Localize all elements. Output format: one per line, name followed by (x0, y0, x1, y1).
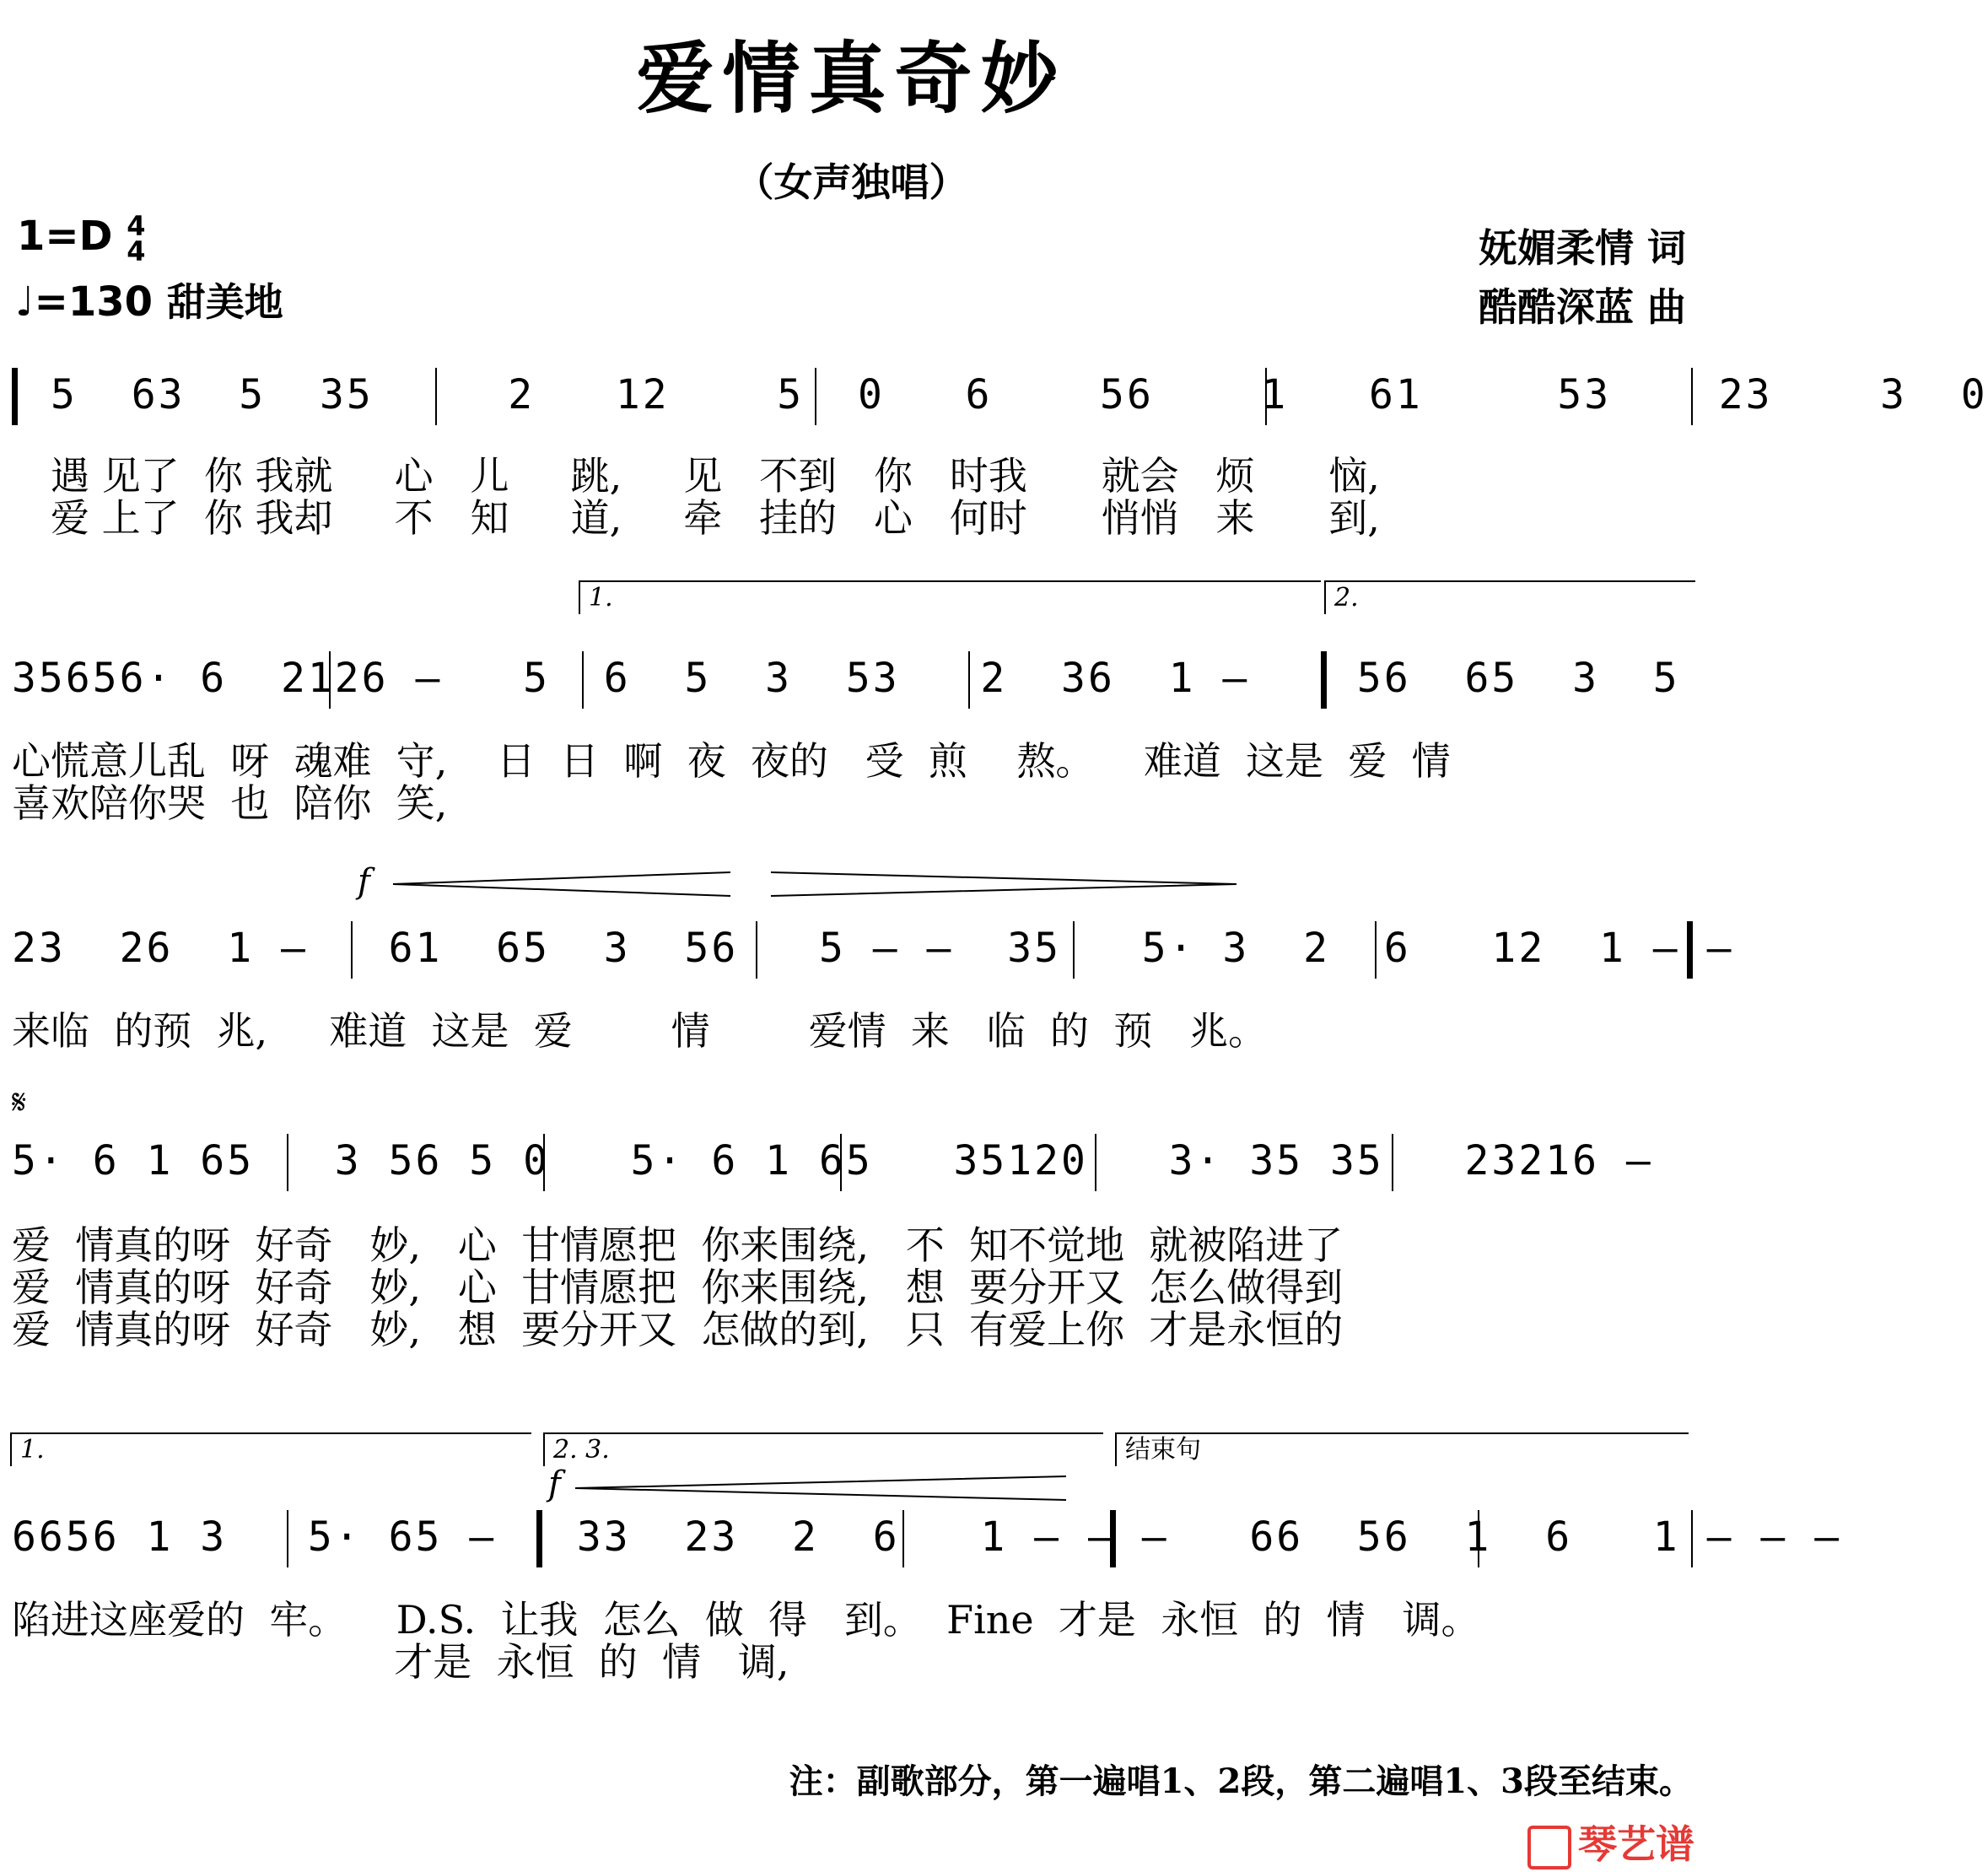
dynamic-forte: f (358, 862, 370, 901)
composer-credit: 酷酷深蓝 曲 (1478, 284, 1686, 330)
repeat-start-bar (12, 368, 18, 425)
logo-icon (1527, 1826, 1571, 1869)
lyric-verse-2: 爱 情真的呀 好奇 妙, 心 甘情愿把 你来围绕, 想 要分开又 怎么做得到 (12, 1265, 1344, 1310)
key-one: 1 (17, 213, 46, 260)
lyric-verse-2: 才是 永恒 的 情 调, (12, 1639, 789, 1685)
lyric-verse-2: 爱 上了 你 我却 不 知 道, 牵 挂的 心 何时 悄悄 来 到, (51, 495, 1380, 541)
volta-1: 1. (10, 1432, 531, 1466)
notation-line: 5· 6 1 65 3 56 5 0 5· 6 1 65 35120 3· 35 35 23216 – (12, 1137, 1653, 1184)
tempo-value: =130 (34, 278, 154, 326)
notation-line: 5 63 5 35 2 12 5 0 6 56 1 61 53 23 3 0 (51, 371, 1988, 418)
lyric-verse-3: 爱 情真的呀 好奇 妙, 想 要分开又 怎做的到, 只 有爱上你 才是永恒的 (12, 1307, 1344, 1352)
time-numerator: 4 (127, 210, 146, 242)
performance-note: 注：副歌部分，第一遍唱1、2段，第二遍唱1、3段至结束。 (789, 1761, 1693, 1801)
lyric-verse-1: 陷进这座爱的 牢。 D.S. 让我 怎么 做 得 到。 Fine 才是 永恒 的 情 调。 (12, 1597, 1480, 1643)
crescendo-hairpins (385, 867, 1245, 901)
notation-line: 23 26 1 – 61 65 3 56 5 – – 35 5· 3 2 6 12 1 – – (12, 925, 1734, 972)
tempo-expression: 甜美地 (166, 279, 283, 325)
lyric-verse-1: 心慌意儿乱 呀 魂难 守, 日 日 啊 夜 夜的 受 煎 熬。 难道 这是 爱 情 (12, 738, 1451, 784)
dynamic-forte: f (548, 1465, 561, 1503)
segno-sign: 𝄋 (12, 1083, 27, 1122)
key-signature (17, 210, 146, 267)
song-title: 爱情真奇妙 (636, 33, 1067, 124)
volta-1: 1. (579, 580, 1321, 614)
crescendo-hairpin (570, 1473, 1076, 1503)
site-watermark (1527, 1814, 1694, 1869)
lyric-verse-1: 来临 的预 兆, 难道 这是 爱 情 爱情 来 临 的 预 兆。 (12, 1008, 1268, 1054)
watermark-text: 琴艺谱 (1578, 1821, 1694, 1867)
song-subtitle: （女声独唱） (735, 159, 968, 205)
key-letter: =D (45, 213, 113, 260)
volta-2-3: 2. 3. (543, 1432, 1103, 1466)
time-denominator: 4 (127, 235, 146, 267)
tempo-marking (15, 272, 283, 327)
volta-2: 2. (1324, 580, 1695, 614)
lyric-verse-1: 遇 见了 你 我就 心 儿 跳, 见 不到 你 时我 就会 烦 恼, (51, 453, 1380, 499)
volta-ending: 结束句 (1115, 1432, 1689, 1466)
quarter-note-icon: ♩ (15, 278, 35, 326)
notation-line: 35656· 6 2126 – 5 6 5 3 53 2 36 1 – 56 65 3 5 (12, 655, 1680, 702)
lyric-verse-2: 喜欢陪你哭 也 陪你 笑, (12, 780, 448, 826)
time-signature (127, 210, 146, 267)
lyric-verse-1: 爱 情真的呀 好奇 妙, 心 甘情愿把 你来围绕, 不 知不觉地 就被陷进了 (12, 1222, 1344, 1268)
lyricist-credit: 妩媚柔情 词 (1478, 225, 1686, 271)
notation-line: 6656 1 3 5· 65 – 33 23 2 6 1 – – – 66 56 1 6 1 – – – (12, 1513, 1842, 1561)
